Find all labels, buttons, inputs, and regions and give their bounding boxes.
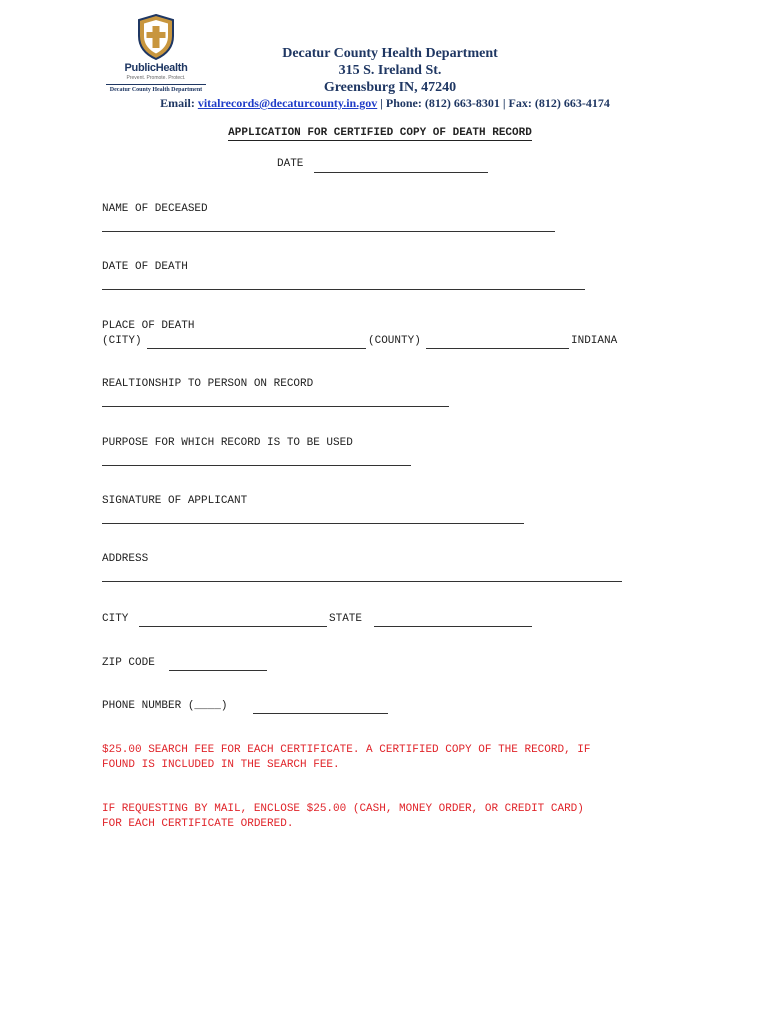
mail-note-line-2: FOR EACH CERTIFICATE ORDERED. <box>102 818 294 830</box>
purpose-field[interactable] <box>102 465 411 466</box>
signature-label: SIGNATURE OF APPLICANT <box>102 495 248 507</box>
place-of-death-label: PLACE OF DEATH <box>102 320 195 332</box>
phone-number-field[interactable] <box>253 713 388 714</box>
email-label: Email: <box>160 96 195 110</box>
death-county-field[interactable] <box>426 348 569 349</box>
phone-number-label: PHONE NUMBER (____) <box>102 700 228 712</box>
relationship-label: REALTIONSHIP TO PERSON ON RECORD <box>102 378 314 390</box>
state-field[interactable] <box>374 626 532 627</box>
logo-title: PublicHealth <box>124 62 188 74</box>
date-of-death-label: DATE OF DEATH <box>102 261 188 273</box>
signature-field[interactable] <box>102 523 524 524</box>
zip-code-label: ZIP CODE <box>102 657 155 669</box>
logo-tagline: Prevent. Promote. Protect. <box>126 75 186 81</box>
death-city-field[interactable] <box>147 348 366 349</box>
fee-note-line-1: $25.00 SEARCH FEE FOR EACH CERTIFICATE. A CERTIFIED COPY OF THE RECORD, IF <box>102 744 591 756</box>
org-city-line: Greensburg IN, 47240 <box>323 80 457 95</box>
fee-note-line-2: FOUND IS INCLUDED IN THE SEARCH FEE. <box>102 759 340 771</box>
purpose-label: PURPOSE FOR WHICH RECORD IS TO BE USED <box>102 437 353 449</box>
contact-line <box>100 96 670 111</box>
name-of-deceased-label: NAME OF DECEASED <box>102 203 208 215</box>
city-field[interactable] <box>139 626 327 627</box>
org-street: 315 S. Ireland St. <box>338 63 442 78</box>
form-title: APPLICATION FOR CERTIFIED COPY OF DEATH RECORD <box>228 127 532 139</box>
address-field[interactable] <box>102 581 622 582</box>
phone-fax: | Phone: (812) 663-8301 | Fax: (812) 663-4174 <box>377 96 610 110</box>
logo-subtitle: Decatur County Health Department <box>109 87 203 93</box>
address-label: ADDRESS <box>102 553 149 565</box>
city-label: CITY <box>102 613 129 625</box>
mail-note-line-1: IF REQUESTING BY MAIL, ENCLOSE $25.00 (CASH, MONEY ORDER, OR CREDIT CARD) <box>102 803 584 815</box>
zip-code-field[interactable] <box>169 670 267 671</box>
state-label: STATE <box>329 613 363 625</box>
org-name: Decatur County Health Department <box>282 46 498 61</box>
city-paren-label: (CITY) <box>102 335 142 347</box>
email-link[interactable]: vitalrecords@decaturcounty.in.gov <box>197 96 378 110</box>
date-field[interactable] <box>314 172 488 173</box>
relationship-field[interactable] <box>102 406 449 407</box>
name-of-deceased-field[interactable] <box>102 231 555 232</box>
date-of-death-field[interactable] <box>102 289 585 290</box>
county-paren-label: (COUNTY) <box>368 335 421 347</box>
state-indiana-text: INDIANA <box>571 335 618 347</box>
date-label: DATE <box>277 158 304 170</box>
shield-cross-icon <box>137 14 175 60</box>
